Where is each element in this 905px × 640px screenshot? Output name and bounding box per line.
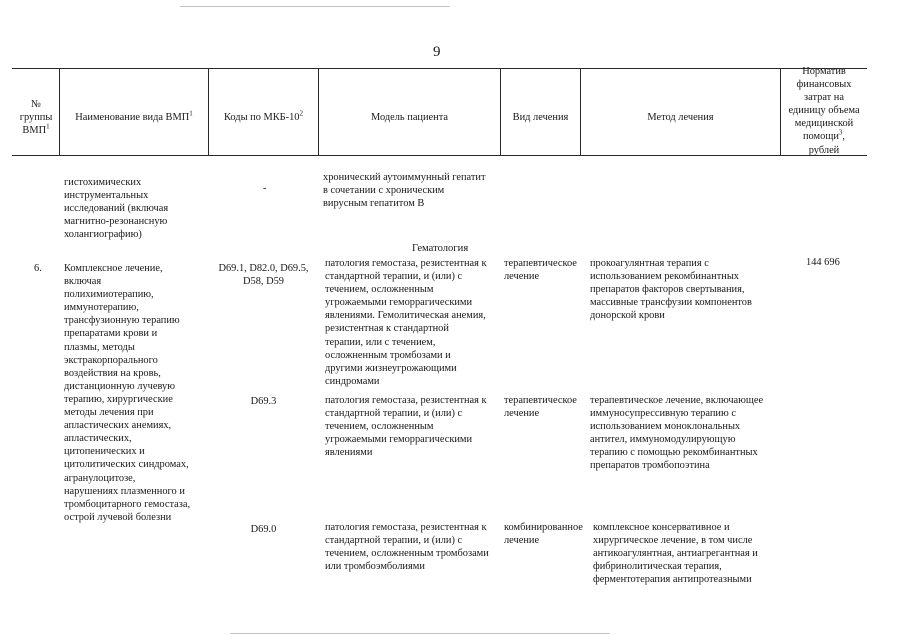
- table-header-bottom-border: [12, 155, 867, 156]
- row-2-treatment-type: терапевтическое лечение: [504, 395, 577, 420]
- header-icd-codes: Коды по МКБ-$10^2$: [223, 109, 303, 123]
- header-treatment-method: Метод лечения: [647, 112, 714, 123]
- row-3-icd-codes: D69.0: [250, 524, 277, 535]
- row-1-icd-codes: D69.1, D82.0, D69.5, D58, D59: [218, 263, 309, 288]
- row-3-treatment-method: комплексное консервативное и хирургическое лечение, в том числе антикоагулянтная, антиагрегантная и фибринолитическая терапия, ферментотерапия антипротеазными: [593, 522, 758, 586]
- row-2-patient-model: патология гемостаза, резистентная к стандартной терапии, и (или) с течением, осложненным угрожаемыми геморрагическими явлениями: [325, 395, 487, 459]
- header-group-number: № группы ВМП$^1$: [19, 99, 53, 137]
- header-financial-norm: Норматив финансовых затрат на единицу объема медицинской помощи$^3$, рублей: [788, 66, 860, 156]
- group-number: 6.: [34, 263, 42, 274]
- header-patient-model: Модель пациента: [370, 112, 449, 123]
- row-2-treatment-method: терапевтическое лечение, включающее иммуносупрессивную терапию с использованием моноклональных антител, иммуномодулирующую терапию с помощью рекомбинантных препаратов тромбопоэтина: [590, 395, 764, 472]
- group-vmp-name: Комплексное лечение, включая полихимиотерапию, иммунотерапию, трансфузионную терапию препаратами крови и плазмы, методы экстракорпорального воздействия на кровь, дистанционную лучевую терапию, хирургические методы лечения при апластических анемиях, апластических, цитопенических и цитолитических синдромах, агранулоцитозе, нарушениях плазменного и тромбоцитарного гемостаза, острой лучевой болезни: [64, 263, 191, 523]
- row-1-treatment-type: терапевтическое лечение: [504, 258, 577, 283]
- header-treatment-type: Вид лечения: [512, 112, 569, 123]
- row-1-treatment-method: прокоагулянтная терапия с использованием рекомбинантных препаратов факторов свертывания, массивные трансфузии компонентов донорской крови: [590, 258, 752, 322]
- row-3-treatment-type: комбинированное лечение: [504, 522, 583, 547]
- row-3-patient-model: патология гемостаза, резистентная к стандартной терапии, и (или) с течением, осложненным тромбозами или тромбоэмболиями: [325, 522, 489, 573]
- table-top-border: [12, 68, 867, 69]
- scan-artifact-top: [180, 6, 450, 7]
- section-title-hematology: Гематология: [412, 243, 469, 254]
- scan-artifact-bottom: [230, 633, 610, 634]
- row-2-icd-codes: D69.3: [250, 396, 277, 407]
- row-1-patient-model: патология гемостаза, резистентная к стандартной терапии, и (или) с течением, осложненным угрожаемыми геморрагическими явлениями. Гемолитическая анемия, резистентная к стандартной терапии, или с течением, осложненным тромбозами и другими жизнеугрожающими синдромами: [325, 258, 487, 387]
- group-financial-norm: 144 696: [806, 257, 840, 268]
- header-vmp-name: Наименование вида ВМП$^1$: [75, 109, 193, 123]
- carryover-codes: -: [263, 183, 267, 194]
- carryover-vmp-name: гистохимических инструментальных исследований (включая магнитно-резонансную холангиографию): [64, 177, 169, 241]
- carryover-patient-model: хронический аутоиммунный гепатит в сочетании с хроническим вирусным гепатитом В: [323, 172, 486, 210]
- page-number: 9: [433, 44, 441, 60]
